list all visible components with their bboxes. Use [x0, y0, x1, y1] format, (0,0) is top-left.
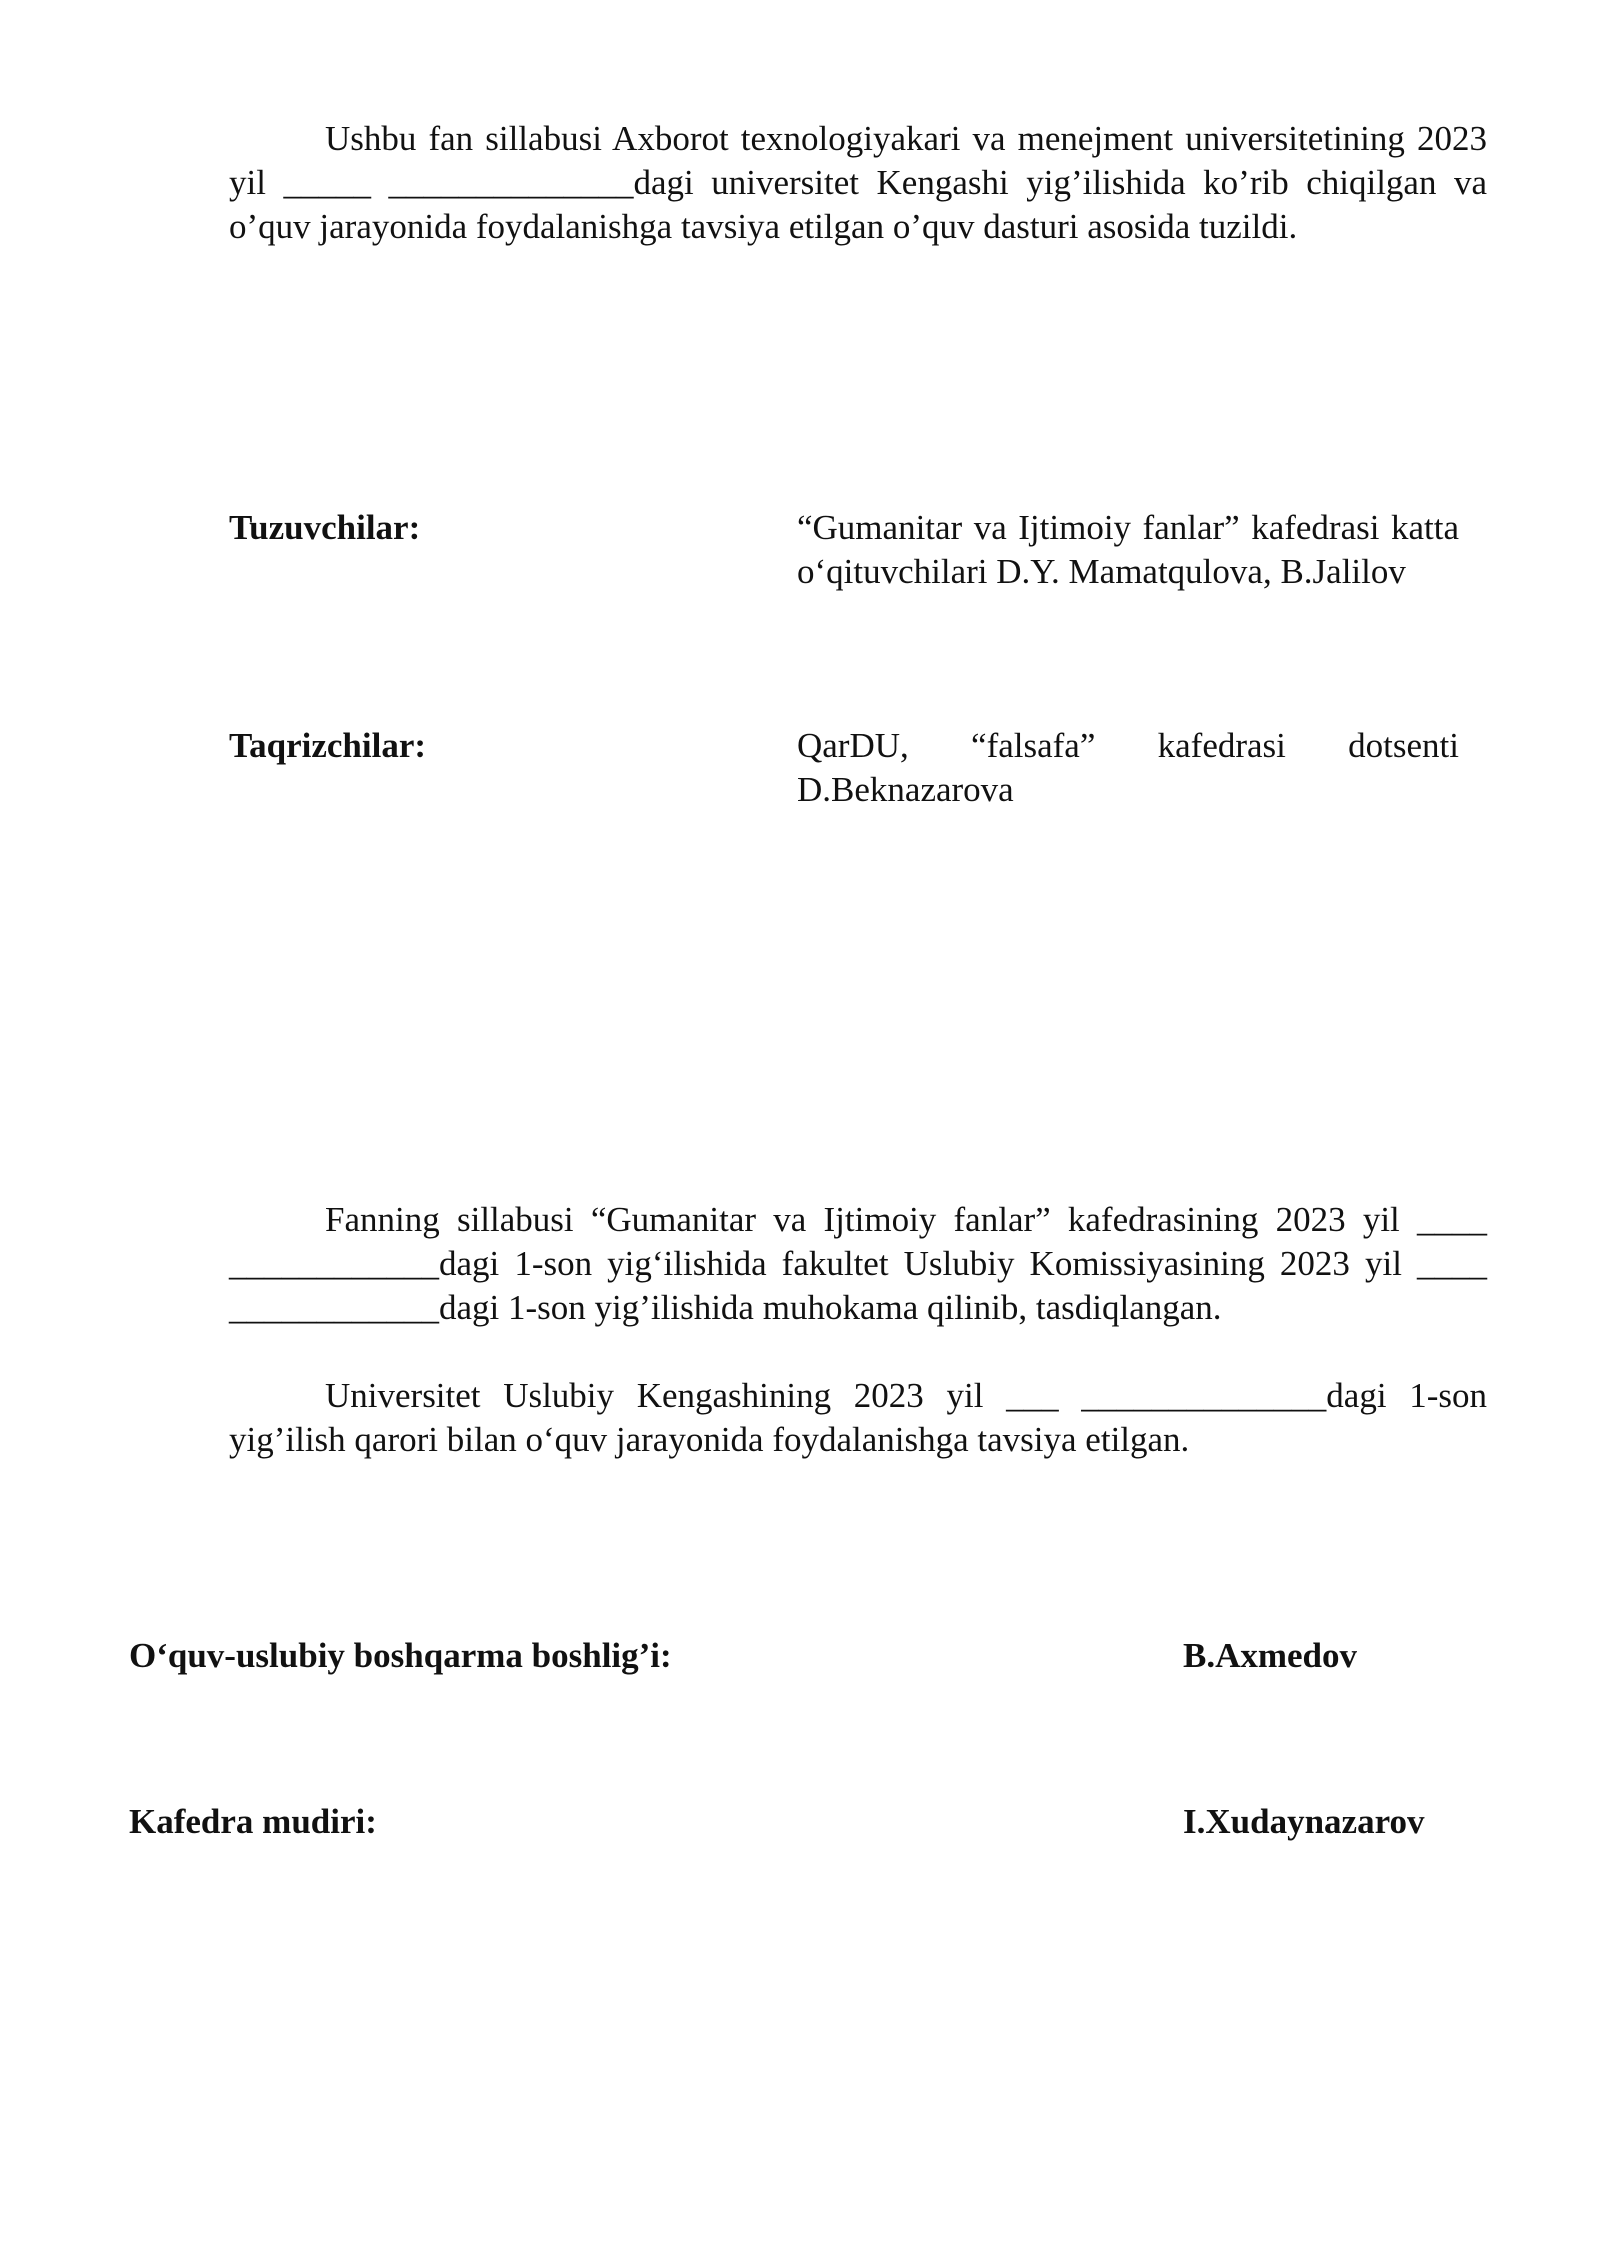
approval-text-part2: dagi 1-son yig‘ilishida fakultet Uslubiy Komissiyasining 2023 yil	[439, 1244, 1417, 1283]
date-blank-day: ____	[1417, 1244, 1487, 1283]
date-blank-month: ______________	[1081, 1376, 1327, 1415]
date-blank-day: ____	[1417, 1200, 1487, 1239]
signature-name: B.Axmedov	[1183, 1636, 1358, 1675]
signature-role: Kafedra mudiri:	[129, 1802, 377, 1841]
reviewers-value: QarDU, “falsafa” kafedrasi dotsenti D.Beknazarova	[797, 726, 1459, 809]
authors-label: Tuzuvchilar:	[229, 508, 421, 547]
approval-text-part1: Fanning sillabusi “Gumanitar va Ijtimoiy fanlar” kafedrasining 2023 yil	[325, 1200, 1417, 1239]
council-text-part1: Universitet Uslubiy Kengashining 2023 yil	[325, 1376, 1007, 1415]
date-blank-day: _____	[283, 163, 371, 202]
date-blank-month: ______________	[388, 163, 634, 202]
signature-role: O‘quv-uslubiy boshqarma boshlig’i:	[129, 1636, 672, 1675]
authors-value: “Gumanitar va Ijtimoiy fanlar” kafedrasi katta o‘qituvchilari D.Y. Mamatqulova, B.Jalilov	[797, 508, 1459, 591]
approval-text-part3: dagi 1-son yig’ilishida muhokama qilinib, tasdiqlangan.	[439, 1288, 1222, 1327]
approval-paragraph	[229, 1198, 1487, 1330]
council-paragraph	[229, 1374, 1487, 1462]
intro-text-start: Ushbu fan sillabusi Axborot texnologiyakari va menejment universitetining 2023 yil	[229, 119, 1487, 202]
date-blank-month: ____________	[229, 1288, 439, 1327]
signature-name: I.Xudaynazarov	[1183, 1802, 1425, 1841]
date-blank-month: ____________	[229, 1244, 439, 1283]
intro-text-rest: dagi universitet Kengashi yig’ilishida ko’rib chiqilgan va o’quv jarayonida foydalanishga tavsiya etilgan o’quv dasturi asosida tuzildi.	[229, 163, 1487, 246]
intro-paragraph	[229, 117, 1487, 249]
reviewers-label: Taqrizchilar:	[229, 726, 427, 765]
council-text-part2: dagi 1-son yig’ilish qarori bilan o‘quv jarayonida foydalanishga tavsiya etilgan.	[229, 1376, 1488, 1459]
date-blank-day: ___	[1006, 1376, 1059, 1415]
